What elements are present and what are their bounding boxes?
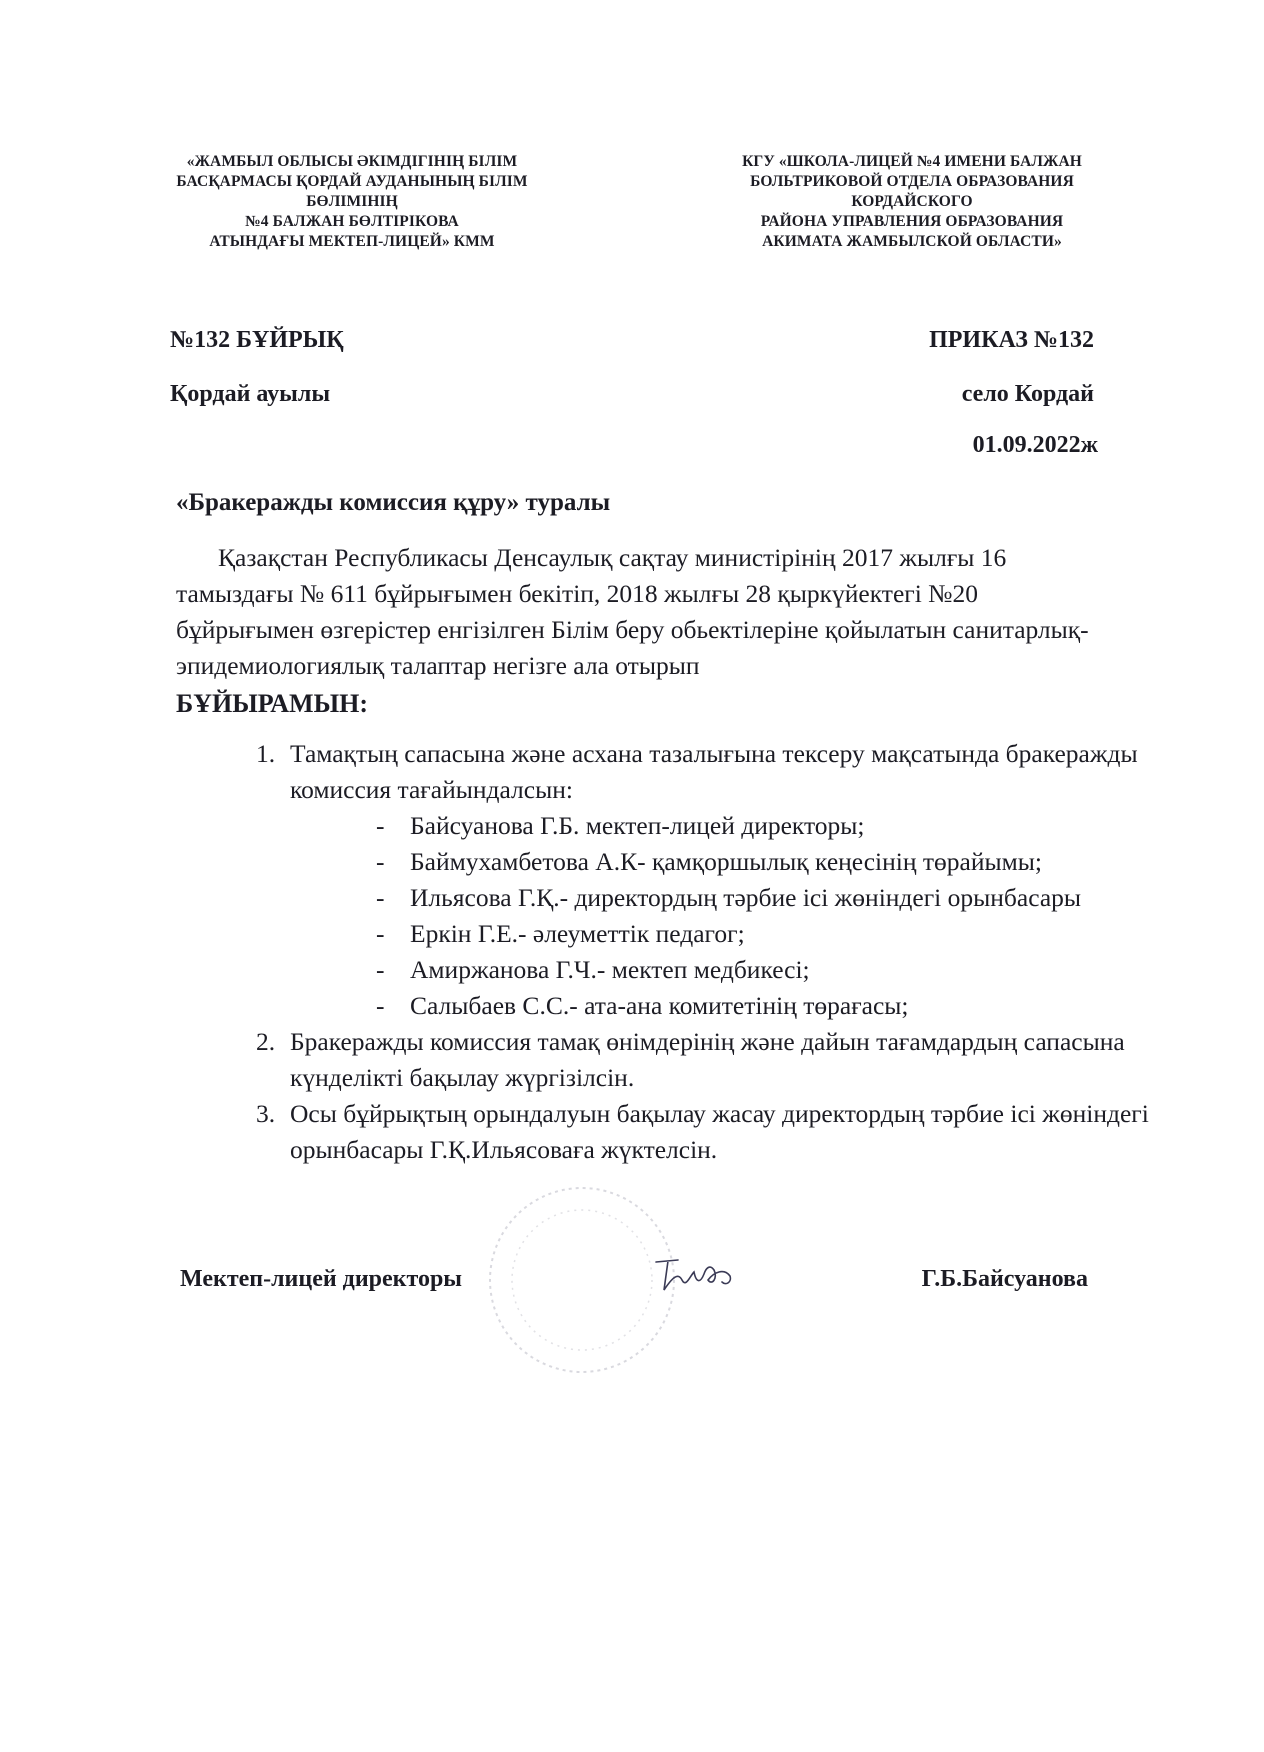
order-number-kz: №132 БҰЙРЫҚ (170, 327, 344, 353)
member-item (376, 952, 1156, 988)
member-item (376, 880, 1156, 916)
header-left-line: БАСҚАРМАСЫ ҚОРДАЙ АУДАНЫНЫҢ БІЛІМ (176, 173, 528, 190)
order-item (256, 1024, 1156, 1096)
order-item (256, 736, 1156, 808)
order-date: 01.09.2022ж (972, 432, 1098, 458)
dash-bullet: - (376, 811, 385, 840)
header-left (122, 152, 582, 252)
dash-bullet: - (376, 919, 385, 948)
order-item (256, 1096, 1156, 1168)
header-right-line: КГУ «ШКОЛА-ЛИЦЕЙ №4 ИМЕНИ БАЛЖАН (742, 153, 1082, 170)
member-item (376, 988, 1156, 1024)
commission-members (376, 808, 1156, 1024)
dash-bullet: - (376, 847, 385, 876)
member-text: Ильясова Г.Қ.- директордың тәрбие ісі жөніндегі орынбасары (410, 883, 1082, 912)
place-ru: село Кордай (961, 381, 1094, 407)
header-left-line: «ЖАМБЫЛ ОБЛЫСЫ ӘКІМДІГІНІҢ БІЛІМ (186, 153, 518, 170)
order-subject: «Бракеражды комиссия құру» туралы (176, 489, 611, 516)
header-right-line: БОЛЬТРИКОВОЙ ОТДЕЛА ОБРАЗОВАНИЯ (750, 173, 1074, 190)
order-items (256, 736, 1156, 1168)
header-left-line: №4 БАЛЖАН БӨЛТІРІКОВА (245, 213, 459, 230)
header-right-line: РАЙОНА УПРАВЛЕНИЯ ОБРАЗОВАНИЯ (760, 213, 1064, 230)
header-right-line: КОРДАЙСКОГО (851, 193, 973, 210)
member-text: Баймухамбетова А.К- қамқоршылық кеңесінің төрайымы; (410, 847, 1042, 876)
item-text: Бракеражды комиссия тамақ өнімдерінің және дайын тағамдардың сапасына күнделікті бақылау жүргізілсін. (290, 1027, 1125, 1092)
preamble-text: Қазақстан Республикасы Денсаулық сақтау министірінің 2017 жылғы 16 тамыздағы № 611 бұйрығымен бекітіп, 2018 жылғы 28 қыркүйектегі №20 бұйрығымен өзгерістер енгізілген Білім беру обьектілеріне қойылатын санитарлық- эпидемиологиялық талаптар негізге ала отырып (176, 543, 1089, 680)
member-text: Еркін Г.Е.- әлеуметтік педагог; (410, 919, 745, 948)
item-text: Осы бұйрықтың орындалуын бақылау жасау директордың тәрбие ісі жөніндегі орынбасары Г.Қ.Ильясоваға жүктелсін. (290, 1099, 1149, 1164)
member-item (376, 808, 1156, 844)
item-number: 3. (256, 1099, 276, 1128)
signatory-name: Г.Б.Байсуанова (921, 1266, 1088, 1292)
order-number-ru: ПРИКАЗ №132 (929, 327, 1094, 353)
member-text: Салыбаев С.С.- ата-ана комитетінің төрағасы; (410, 991, 909, 1020)
decree-heading: БҰЙЫРАМЫН: (176, 689, 369, 718)
member-text: Байсуанова Г.Б. мектеп-лицей директоры; (410, 811, 865, 840)
dash-bullet: - (376, 883, 385, 912)
item-number: 1. (256, 739, 276, 768)
item-text: Тамақтың сапасына және асхана тазалығына тексеру мақсатында бракеражды комиссия тағайындалсын: (290, 739, 1138, 804)
header-right (682, 152, 1142, 252)
header-left-line: АТЫНДАҒЫ МЕКТЕП-ЛИЦЕЙ» КММ (209, 233, 495, 250)
item-number: 2. (256, 1027, 276, 1056)
header-right-line: АКИМАТА ЖАМБЫЛСКОЙ ОБЛАСТИ» (762, 233, 1062, 250)
dash-bullet: - (376, 955, 385, 984)
handwritten-signature (648, 1250, 748, 1300)
preamble (176, 540, 1106, 684)
member-item (376, 844, 1156, 880)
signatory-title: Мектеп-лицей директоры (180, 1266, 463, 1292)
place-kz: Қордай ауылы (170, 381, 331, 407)
dash-bullet: - (376, 991, 385, 1020)
member-item (376, 916, 1156, 952)
header-left-line: БӨЛІМІНІҢ (306, 193, 398, 210)
member-text: Амиржанова Г.Ч.- мектеп медбикесі; (410, 955, 810, 984)
